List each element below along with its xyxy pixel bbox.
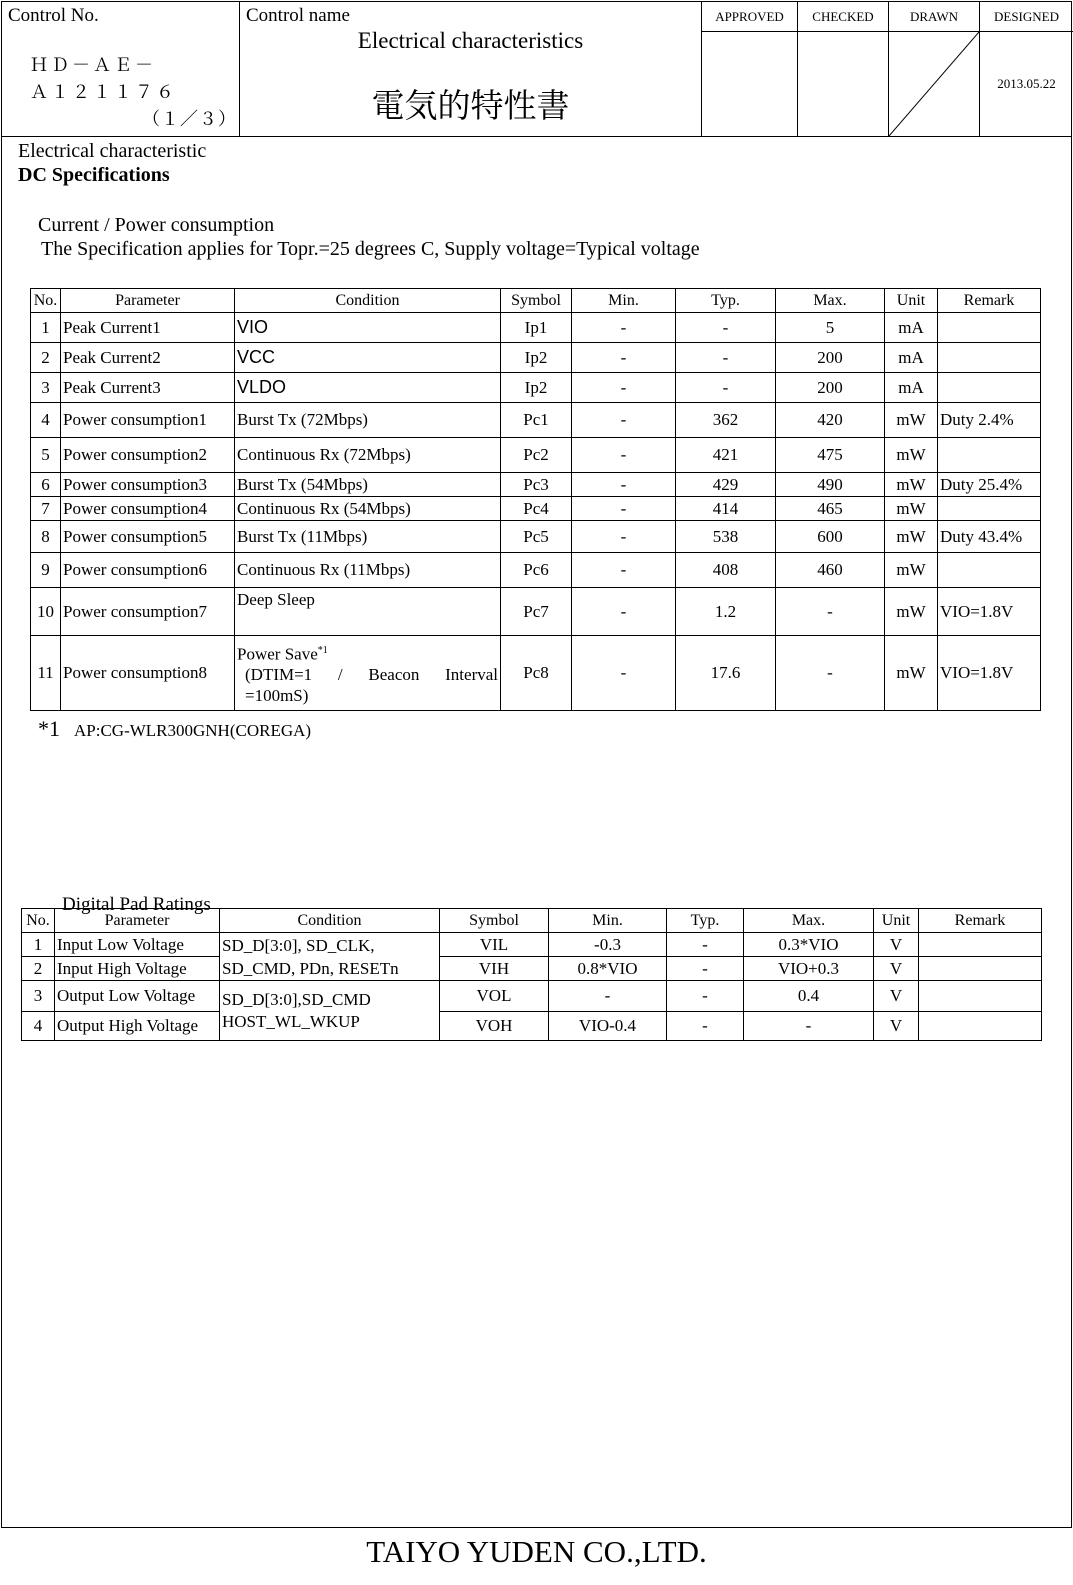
cell-unit: mW <box>885 521 938 553</box>
checked-signature-box <box>798 32 888 136</box>
table-row <box>31 313 1041 343</box>
cell-condition: Continuous Rx (11Mbps) <box>235 553 501 588</box>
designed-date: 2013.05.22 <box>997 76 1056 91</box>
cell-condition: VCC <box>235 343 501 373</box>
column-header: Remark <box>938 289 1041 313</box>
cell-max: 465 <box>776 497 885 521</box>
title-block <box>1 1 1072 137</box>
cell-unit: mW <box>885 403 938 438</box>
table-row <box>31 373 1041 403</box>
cell-min: - <box>572 313 676 343</box>
control-name-label: Control name <box>246 5 350 26</box>
cell-max: 200 <box>776 343 885 373</box>
checked-column <box>798 2 889 136</box>
cell-min: 0.8*VIO <box>549 957 667 981</box>
table-row <box>31 553 1041 588</box>
condition-group2-line2: HOST_WL_WKUP <box>222 1011 360 1031</box>
cell-min: - <box>572 588 676 636</box>
cell-parameter: Power consumption4 <box>61 497 235 521</box>
cell-remark <box>919 1012 1042 1041</box>
cell-remark <box>938 373 1041 403</box>
column-header: Min. <box>549 909 667 933</box>
cell-remark <box>938 497 1041 521</box>
column-header: Unit <box>885 289 938 313</box>
cell-unit: mW <box>885 588 938 636</box>
cell-parameter: Input Low Voltage <box>55 933 220 957</box>
approval-grid <box>702 2 1073 136</box>
cell-parameter: Power consumption8 <box>61 636 235 711</box>
table-row <box>31 343 1041 373</box>
cell-parameter: Power consumption2 <box>61 438 235 473</box>
cell-condition: Burst Tx (11Mbps) <box>235 521 501 553</box>
cell-min: - <box>572 403 676 438</box>
column-header: Symbol <box>440 909 549 933</box>
table-row <box>31 521 1041 553</box>
cell-symbol: Ip1 <box>501 313 572 343</box>
page-number: （１／３） <box>142 109 237 130</box>
cell-remark: Duty 43.4% <box>938 521 1041 553</box>
cell-min: - <box>572 553 676 588</box>
cell-unit: mW <box>885 636 938 711</box>
cell-max: 600 <box>776 521 885 553</box>
cell-typ: 1.2 <box>676 588 776 636</box>
cell-unit: V <box>874 1012 919 1041</box>
cell-typ: - <box>676 343 776 373</box>
cell-parameter: Peak Current3 <box>61 373 235 403</box>
cell-min: - <box>572 521 676 553</box>
cell-unit: mW <box>885 497 938 521</box>
column-header: Max. <box>776 289 885 313</box>
approved-column <box>702 2 798 136</box>
cell-no: 4 <box>22 1012 55 1041</box>
column-header: Parameter <box>55 909 220 933</box>
checked-label: CHECKED <box>798 2 888 32</box>
cell-symbol: Ip2 <box>501 343 572 373</box>
company-name: TAIYO YUDEN CO.,LTD. <box>366 1534 707 1569</box>
cell-remark <box>919 957 1042 981</box>
cell-remark <box>938 553 1041 588</box>
cell-parameter: Power consumption5 <box>61 521 235 553</box>
cell-symbol: Pc6 <box>501 553 572 588</box>
cell-symbol: Pc3 <box>501 473 572 497</box>
table-row <box>22 957 1042 981</box>
cell-unit: mW <box>885 438 938 473</box>
cell-remark: Duty 25.4% <box>938 473 1041 497</box>
cell-typ: 538 <box>676 521 776 553</box>
table-row <box>31 403 1041 438</box>
cell-no: 2 <box>22 957 55 981</box>
table-row <box>22 933 1042 957</box>
cell-parameter: Output Low Voltage <box>55 981 220 1012</box>
footnote-mark: *1 <box>38 716 60 741</box>
condition-line2: (DTIM=1 / Beacon Interval =100mS) <box>245 665 498 706</box>
current-consumption-table <box>30 288 1041 711</box>
cell-condition-group2 <box>220 981 440 1041</box>
control-number-line1: ＨＤ－ＡＥ－ <box>30 55 156 76</box>
column-header: Unit <box>874 909 919 933</box>
control-number-line2: Ａ１２１１７６ <box>30 82 177 103</box>
cell-parameter: Power consumption3 <box>61 473 235 497</box>
cell-no: 10 <box>31 588 61 636</box>
column-header: Min. <box>572 289 676 313</box>
cell-symbol: VOL <box>440 981 549 1012</box>
slash-mark <box>889 32 979 136</box>
cell-condition: Burst Tx (54Mbps) <box>235 473 501 497</box>
cell-no: 4 <box>31 403 61 438</box>
section-subtitle: DC Specifications <box>18 164 170 186</box>
cell-max: - <box>744 1012 874 1041</box>
cell-typ: 414 <box>676 497 776 521</box>
table-row <box>31 438 1041 473</box>
cell-max: VIO+0.3 <box>744 957 874 981</box>
cell-typ: - <box>667 981 744 1012</box>
cell-unit: mW <box>885 473 938 497</box>
table-row <box>31 497 1041 521</box>
cell-max: 0.4 <box>744 981 874 1012</box>
digital-pad-heading: Digital Pad Ratings <box>62 894 211 915</box>
cell-remark <box>938 313 1041 343</box>
column-header: Max. <box>744 909 874 933</box>
cell-symbol: VIH <box>440 957 549 981</box>
table-header-row <box>31 289 1041 313</box>
cell-unit: V <box>874 957 919 981</box>
designed-label: DESIGNED <box>980 2 1073 32</box>
cell-no: 1 <box>31 313 61 343</box>
cell-condition: Burst Tx (72Mbps) <box>235 403 501 438</box>
cell-symbol: Pc8 <box>501 636 572 711</box>
cell-typ: - <box>667 933 744 957</box>
cell-parameter: Power consumption7 <box>61 588 235 636</box>
cell-parameter: Power consumption1 <box>61 403 235 438</box>
cell-no: 8 <box>31 521 61 553</box>
control-name-cell <box>240 2 702 136</box>
cell-parameter: Input High Voltage <box>55 957 220 981</box>
cell-condition: Continuous Rx (72Mbps) <box>235 438 501 473</box>
cell-symbol: VIL <box>440 933 549 957</box>
cell-unit: V <box>874 981 919 1012</box>
condition-group2-line1: SD_D[3:0],SD_CMD <box>222 989 371 1009</box>
cell-typ: - <box>676 373 776 403</box>
cell-no: 11 <box>31 636 61 711</box>
cell-typ: 408 <box>676 553 776 588</box>
column-header: No. <box>22 909 55 933</box>
drawn-column <box>889 2 980 136</box>
cell-min: - <box>572 343 676 373</box>
cell-max: 0.3*VIO <box>744 933 874 957</box>
column-header: No. <box>31 289 61 313</box>
control-number-cell <box>2 2 240 136</box>
cell-remark: VIO=1.8V <box>938 636 1041 711</box>
cell-parameter: Output High Voltage <box>55 1012 220 1041</box>
table-row <box>31 473 1041 497</box>
current-heading: Current / Power consumption <box>38 214 275 236</box>
approved-label: APPROVED <box>702 2 797 32</box>
cell-typ: 362 <box>676 403 776 438</box>
cell-max: 475 <box>776 438 885 473</box>
drawn-label: DRAWN <box>889 2 979 32</box>
cell-condition <box>235 636 501 711</box>
cell-max: - <box>776 636 885 711</box>
cell-condition: VLDO <box>235 373 501 403</box>
cell-typ: 429 <box>676 473 776 497</box>
cell-typ: - <box>667 957 744 981</box>
cell-remark <box>938 438 1041 473</box>
cell-unit: mA <box>885 343 938 373</box>
current-note: The Specification applies for Topr.=25 degrees C, Supply voltage=Typical voltage <box>41 238 700 260</box>
designed-column <box>980 2 1073 136</box>
cell-max: 200 <box>776 373 885 403</box>
column-header: Condition <box>235 289 501 313</box>
section-title: Electrical characteristic <box>18 140 207 162</box>
cell-min: - <box>549 981 667 1012</box>
cell-condition-group1: SD_D[3:0], SD_CLK, SD_CMD, PDn, RESETn <box>220 933 440 981</box>
control-number-label: Control No. <box>8 5 99 26</box>
cell-condition: Continuous Rx (54Mbps) <box>235 497 501 521</box>
table-row <box>22 981 1042 1012</box>
cell-no: 7 <box>31 497 61 521</box>
column-header: Remark <box>919 909 1042 933</box>
cell-no: 5 <box>31 438 61 473</box>
cell-unit: mA <box>885 373 938 403</box>
cell-no: 1 <box>22 933 55 957</box>
cell-max: 420 <box>776 403 885 438</box>
cell-remark: VIO=1.8V <box>938 588 1041 636</box>
drawn-signature-box <box>889 32 979 136</box>
approved-signature-box <box>702 32 797 136</box>
column-header: Typ. <box>667 909 744 933</box>
cell-min: - <box>572 473 676 497</box>
condition-line1: Power Save <box>237 644 318 664</box>
cell-remark: Duty 2.4% <box>938 403 1041 438</box>
cell-parameter: Peak Current2 <box>61 343 235 373</box>
cell-min: -0.3 <box>549 933 667 957</box>
cell-min: - <box>572 497 676 521</box>
cell-min: VIO-0.4 <box>549 1012 667 1041</box>
cell-symbol: Pc7 <box>501 588 572 636</box>
cell-min: - <box>572 373 676 403</box>
document-title-en: Electrical characteristics <box>357 28 584 53</box>
cell-no: 2 <box>31 343 61 373</box>
cell-typ: - <box>667 1012 744 1041</box>
cell-unit: mW <box>885 553 938 588</box>
cell-no: 3 <box>31 373 61 403</box>
cell-parameter: Power consumption6 <box>61 553 235 588</box>
cell-max: 460 <box>776 553 885 588</box>
cell-symbol: Pc2 <box>501 438 572 473</box>
cell-typ: 421 <box>676 438 776 473</box>
cell-no: 9 <box>31 553 61 588</box>
cell-symbol: Pc1 <box>501 403 572 438</box>
cell-remark <box>938 343 1041 373</box>
cell-max: 5 <box>776 313 885 343</box>
column-header: Typ. <box>676 289 776 313</box>
cell-unit: V <box>874 933 919 957</box>
column-header: Symbol <box>501 289 572 313</box>
column-header: Condition <box>220 909 440 933</box>
table-row <box>22 1012 1042 1041</box>
table-row <box>31 588 1041 636</box>
column-header: Parameter <box>61 289 235 313</box>
digital-pad-table <box>21 908 1042 1041</box>
cell-condition: Deep Sleep <box>235 588 501 636</box>
cell-typ: 17.6 <box>676 636 776 711</box>
footnote <box>38 716 311 742</box>
cell-remark <box>919 933 1042 957</box>
cell-no: 3 <box>22 981 55 1012</box>
footnote-ref: *1 <box>317 644 328 656</box>
cell-min: - <box>572 438 676 473</box>
cell-max: 490 <box>776 473 885 497</box>
cell-parameter: Peak Current1 <box>61 313 235 343</box>
cell-symbol: Pc4 <box>501 497 572 521</box>
cell-no: 6 <box>31 473 61 497</box>
document-title-ja: 電気的特性書 <box>371 86 570 125</box>
cell-max: - <box>776 588 885 636</box>
control-number-value <box>30 52 237 133</box>
footnote-text: AP:CG-WLR300GNH(COREGA) <box>74 721 312 740</box>
cell-symbol: Pc5 <box>501 521 572 553</box>
cell-remark <box>919 981 1042 1012</box>
cell-min: - <box>572 636 676 711</box>
table-row <box>31 636 1041 711</box>
cell-typ: - <box>676 313 776 343</box>
cell-symbol: Ip2 <box>501 373 572 403</box>
cell-condition: VIO <box>235 313 501 343</box>
table-header-row <box>22 909 1042 933</box>
cell-unit: mA <box>885 313 938 343</box>
cell-symbol: VOH <box>440 1012 549 1041</box>
